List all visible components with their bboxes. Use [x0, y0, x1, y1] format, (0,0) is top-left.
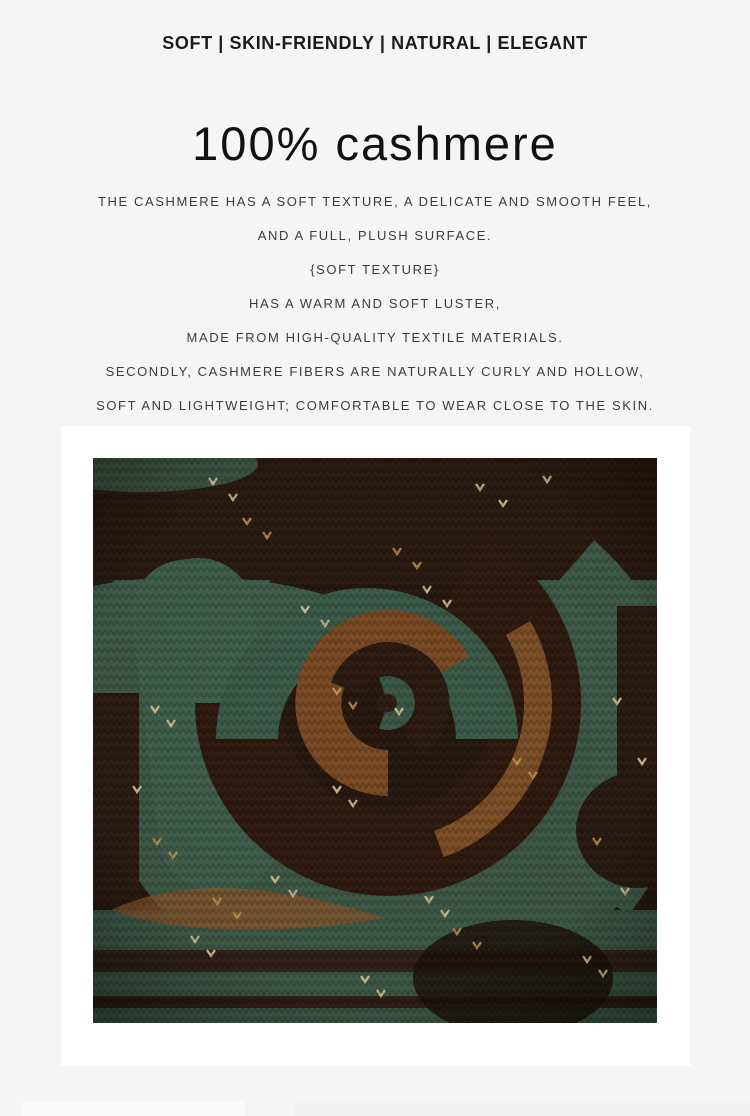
description-line: SECONDLY, CASHMERE FIBERS ARE NATURALLY CURLY AND HOLLOW,	[105, 364, 645, 379]
description-line: SOFT AND LIGHTWEIGHT; COMFORTABLE TO WEAR CLOSE TO THE SKIN.	[96, 398, 654, 413]
description-line: THE CASHMERE HAS A SOFT TEXTURE, A DELICATE AND SMOOTH FEEL,	[98, 194, 652, 209]
cashmere-fabric-image	[93, 458, 657, 1023]
product-description	[0, 185, 750, 423]
description-line: {SOFT TEXTURE}	[310, 262, 440, 277]
description-line: MADE FROM HIGH-QUALITY TEXTILE MATERIALS.	[186, 330, 564, 345]
description-line: HAS A WARM AND SOFT LUSTER,	[249, 296, 501, 311]
next-section-hint-right	[293, 1101, 750, 1116]
fabric-swirl-illustration	[93, 458, 657, 1023]
page-title: 100% cashmere	[192, 117, 558, 170]
tagline: SOFT | SKIN-FRIENDLY | NATURAL | ELEGANT	[162, 33, 588, 53]
product-card	[61, 426, 690, 1066]
next-section-hint-left	[23, 1101, 245, 1116]
description-line: AND A FULL, PLUSH SURFACE.	[257, 228, 493, 243]
